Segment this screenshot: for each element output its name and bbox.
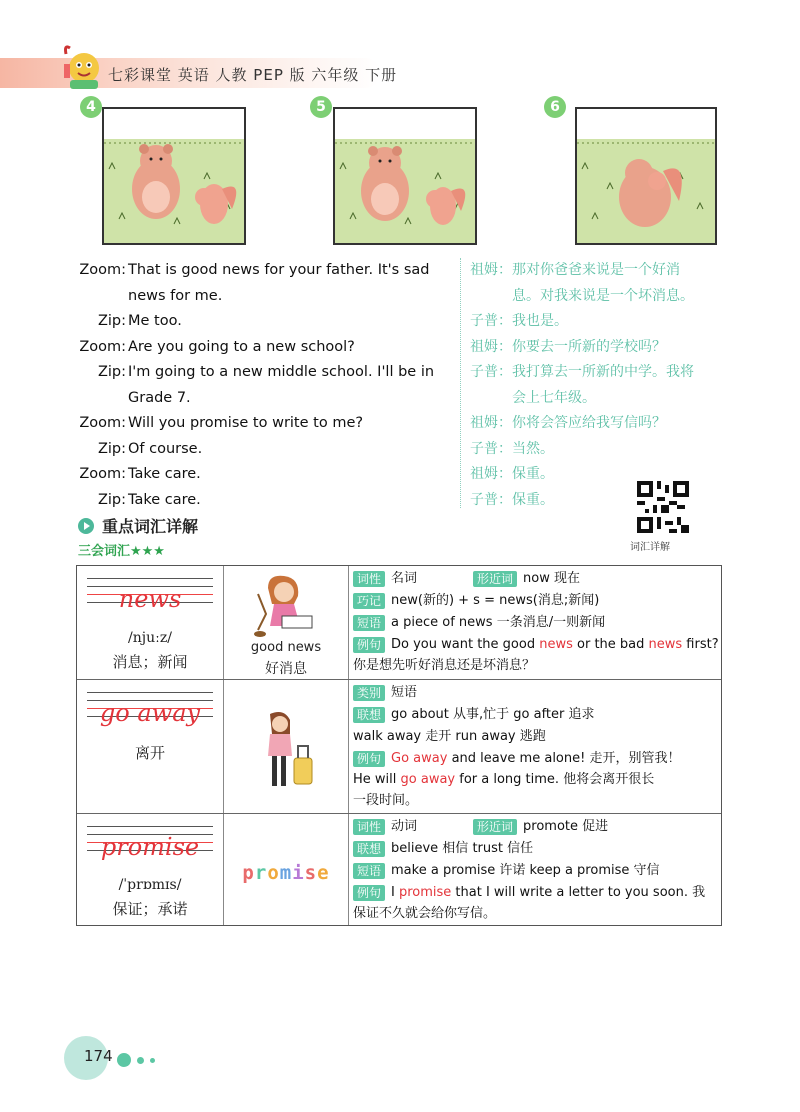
vocab-table — [76, 565, 722, 926]
detail-text: Do you want the good — [391, 637, 540, 652]
image-cell — [224, 680, 349, 813]
word-script: news — [118, 585, 182, 613]
mascot-icon — [56, 42, 106, 92]
section-heading — [78, 514, 198, 537]
translation-line: 子普：保重。 — [470, 491, 554, 508]
detail-text: 名词 — [391, 571, 418, 586]
highlight-word: go away — [400, 772, 456, 787]
detail-line — [353, 770, 654, 790]
detail-line — [353, 839, 533, 859]
detail-line — [353, 727, 546, 747]
detail-line — [353, 683, 417, 703]
dialogue-text: Grade 7. — [128, 389, 191, 406]
translation-line: 祖姆：保重。 — [470, 466, 554, 482]
detail-text: 一段时间。 — [353, 793, 419, 808]
dialogue-text: Of course. — [128, 440, 203, 457]
word-meaning: 离开 — [134, 744, 165, 762]
dialogue-line — [78, 284, 458, 310]
phonetic: /ˈprɒmɪs/ — [118, 877, 182, 893]
label-badge: 词性 — [353, 571, 385, 587]
speaker: Zip: — [97, 364, 126, 380]
page-number: 174 — [84, 1047, 113, 1065]
girl-with-suitcase-illustration — [256, 710, 316, 794]
detail-text: go about 从事,忙于 go after 追求 — [391, 707, 595, 722]
phonetic: /njuːz/ — [128, 630, 172, 646]
word-meaning: 消息；新闻 — [112, 653, 188, 671]
label-badge: 短语 — [353, 615, 385, 631]
image-cell — [224, 814, 349, 925]
detail-text: promote 促进 — [523, 819, 609, 834]
label-badge: 形近词 — [473, 819, 517, 835]
detail-text: new(新的) + s = news(消息;新闻) — [391, 593, 600, 608]
speaker: Zoom: — [79, 466, 126, 482]
comic-panel-4 — [102, 107, 246, 245]
dialogue-line — [78, 488, 458, 514]
dialogue-line — [78, 437, 458, 463]
promise-letters-image — [224, 862, 348, 884]
vocab-row-news — [77, 566, 721, 680]
section-title: 重点词汇详解 — [102, 517, 199, 536]
word-script: promise — [100, 833, 200, 861]
dialogue-text: Are you going to a new school? — [128, 338, 355, 355]
word-script: go away — [99, 699, 201, 727]
dialogue-text: Take care. — [128, 466, 201, 482]
detail-text: make a promise 许诺 keep a promise 守信 — [391, 863, 660, 878]
translation-line: 祖姆：你将会答应给我写信吗？ — [470, 415, 666, 431]
detail-text: 短语 — [391, 685, 418, 700]
detail-text: I — [391, 885, 399, 900]
label-badge: 例句 — [353, 637, 385, 653]
letter-s: s — [304, 862, 318, 884]
detail-line — [353, 883, 705, 903]
label-badge: 例句 — [353, 751, 385, 767]
dialogue-text: That is good news for your father. It's sad — [128, 262, 430, 278]
translation-line: 子普：我打算去一所新的中学。我将 — [470, 364, 694, 380]
vocab-row-promise — [77, 814, 721, 925]
decor-dot — [150, 1058, 155, 1063]
dialogue-text: news for me. — [128, 287, 223, 304]
detail-text: that I will write a letter to you soon. 我 — [451, 885, 706, 900]
comic-panel-6 — [575, 107, 717, 245]
dialogue-line — [78, 411, 458, 437]
label-badge: 形近词 — [473, 571, 517, 587]
image-cell — [224, 566, 349, 679]
detail-text: 你是想先听好消息还是坏消息？ — [353, 658, 536, 673]
detail-text: walk away 走开 run away 逃跑 — [353, 729, 546, 744]
dialogue-line — [78, 335, 458, 361]
qr-code-icon[interactable] — [637, 481, 689, 533]
word-cell — [77, 814, 224, 925]
dialogue-text: Will you promise to write to me? — [128, 415, 364, 431]
dialogue-text: Me too. — [128, 313, 182, 329]
label-badge: 联想 — [353, 707, 385, 723]
translation-line: 息。对我来说是一个坏消息。 — [512, 287, 694, 304]
dialogue-line — [78, 309, 458, 335]
letter-m: m — [279, 862, 293, 884]
image-caption-cn: 好消息 — [265, 661, 307, 677]
translation-line: 子普：我也是。 — [470, 313, 568, 329]
dialogue-line — [78, 258, 458, 284]
panel-number: 4 — [80, 96, 102, 118]
detail-text: now 现在 — [523, 571, 581, 586]
dialogue-text: I'm going to a new middle school. I'll be in — [128, 364, 435, 380]
label-badge: 短语 — [353, 863, 385, 879]
detail-text: first? — [682, 637, 719, 652]
qr-caption: 词汇详解 — [630, 542, 670, 553]
decor-dot — [117, 1053, 131, 1067]
dialogue-text: Take care. — [128, 491, 201, 508]
panel-number: 5 — [310, 96, 332, 118]
detail-line — [353, 705, 594, 725]
decor-dot — [137, 1057, 144, 1064]
detail-line — [353, 656, 535, 676]
letter-p: p — [242, 862, 255, 884]
dialogue-line — [78, 462, 458, 488]
detail-line — [353, 613, 605, 633]
divider — [460, 258, 461, 508]
translation-line: 会上七年级。 — [512, 389, 596, 406]
translation-line: 祖姆：那对你爸爸来说是一个好消 — [470, 262, 680, 278]
letter-o: o — [267, 862, 280, 884]
dialogue-line — [78, 386, 458, 412]
detail-text: 动词 — [391, 819, 418, 834]
detail-text: 保证不久就会给你写信。 — [353, 906, 497, 921]
label-badge: 词性 — [353, 819, 385, 835]
comic-panel-5 — [333, 107, 477, 245]
word-cell — [77, 680, 224, 813]
header-title: 七彩课堂 英语 人教 PEP 版 六年级 下册 — [108, 66, 398, 84]
detail-text: and leave me alone! 走开，别管我！ — [447, 751, 681, 766]
detail-line — [353, 569, 580, 589]
detail-text: a piece of news 一条消息/一则新闻 — [391, 615, 606, 630]
label-badge: 类别 — [353, 685, 385, 701]
word-cell — [77, 566, 224, 679]
detail-line — [353, 635, 719, 655]
letter-r: r — [254, 862, 268, 884]
detail-line — [353, 791, 418, 811]
label-badge: 联想 — [353, 841, 385, 857]
detail-text: He will — [353, 772, 401, 787]
detail-line — [353, 904, 496, 924]
letter-i: i — [292, 862, 305, 884]
letter-e: e — [317, 862, 330, 884]
speaker: Zoom: — [79, 338, 126, 355]
detail-line — [353, 591, 599, 611]
vocab-row-go-away — [77, 680, 721, 814]
speaker: Zoom: — [79, 415, 126, 431]
label-badge: 例句 — [353, 885, 385, 901]
girl-reading-illustration — [254, 574, 318, 640]
detail-line — [353, 749, 680, 769]
dialogue-translation — [470, 258, 740, 513]
speaker: Zip: — [97, 313, 126, 329]
panel-number: 6 — [544, 96, 566, 118]
highlight-word: promise — [398, 885, 452, 900]
speaker: Zoom: — [79, 262, 126, 278]
play-icon — [78, 518, 94, 534]
detail-text: believe 相信 trust 信任 — [391, 841, 534, 856]
speaker: Zip: — [97, 440, 126, 457]
dialogue-line — [78, 360, 458, 386]
dialogue-english — [78, 258, 458, 513]
translation-line: 子普：当然。 — [470, 440, 554, 457]
highlight-word: Go away — [391, 751, 448, 766]
section-subtitle: 三会词汇★★★ — [78, 544, 165, 559]
speaker: Zip: — [97, 491, 126, 508]
detail-text: for a long time. 他将会离开很长 — [455, 772, 655, 787]
detail-text: or the bad — [572, 637, 649, 652]
translation-line: 祖姆：你要去一所新的学校吗？ — [470, 338, 666, 355]
highlight-word: news — [648, 637, 683, 652]
image-caption-en: good news — [250, 640, 322, 655]
word-meaning: 保证；承诺 — [112, 900, 188, 918]
detail-line — [353, 817, 608, 837]
label-badge: 巧记 — [353, 593, 385, 609]
detail-line — [353, 861, 660, 881]
highlight-word: news — [539, 637, 573, 652]
